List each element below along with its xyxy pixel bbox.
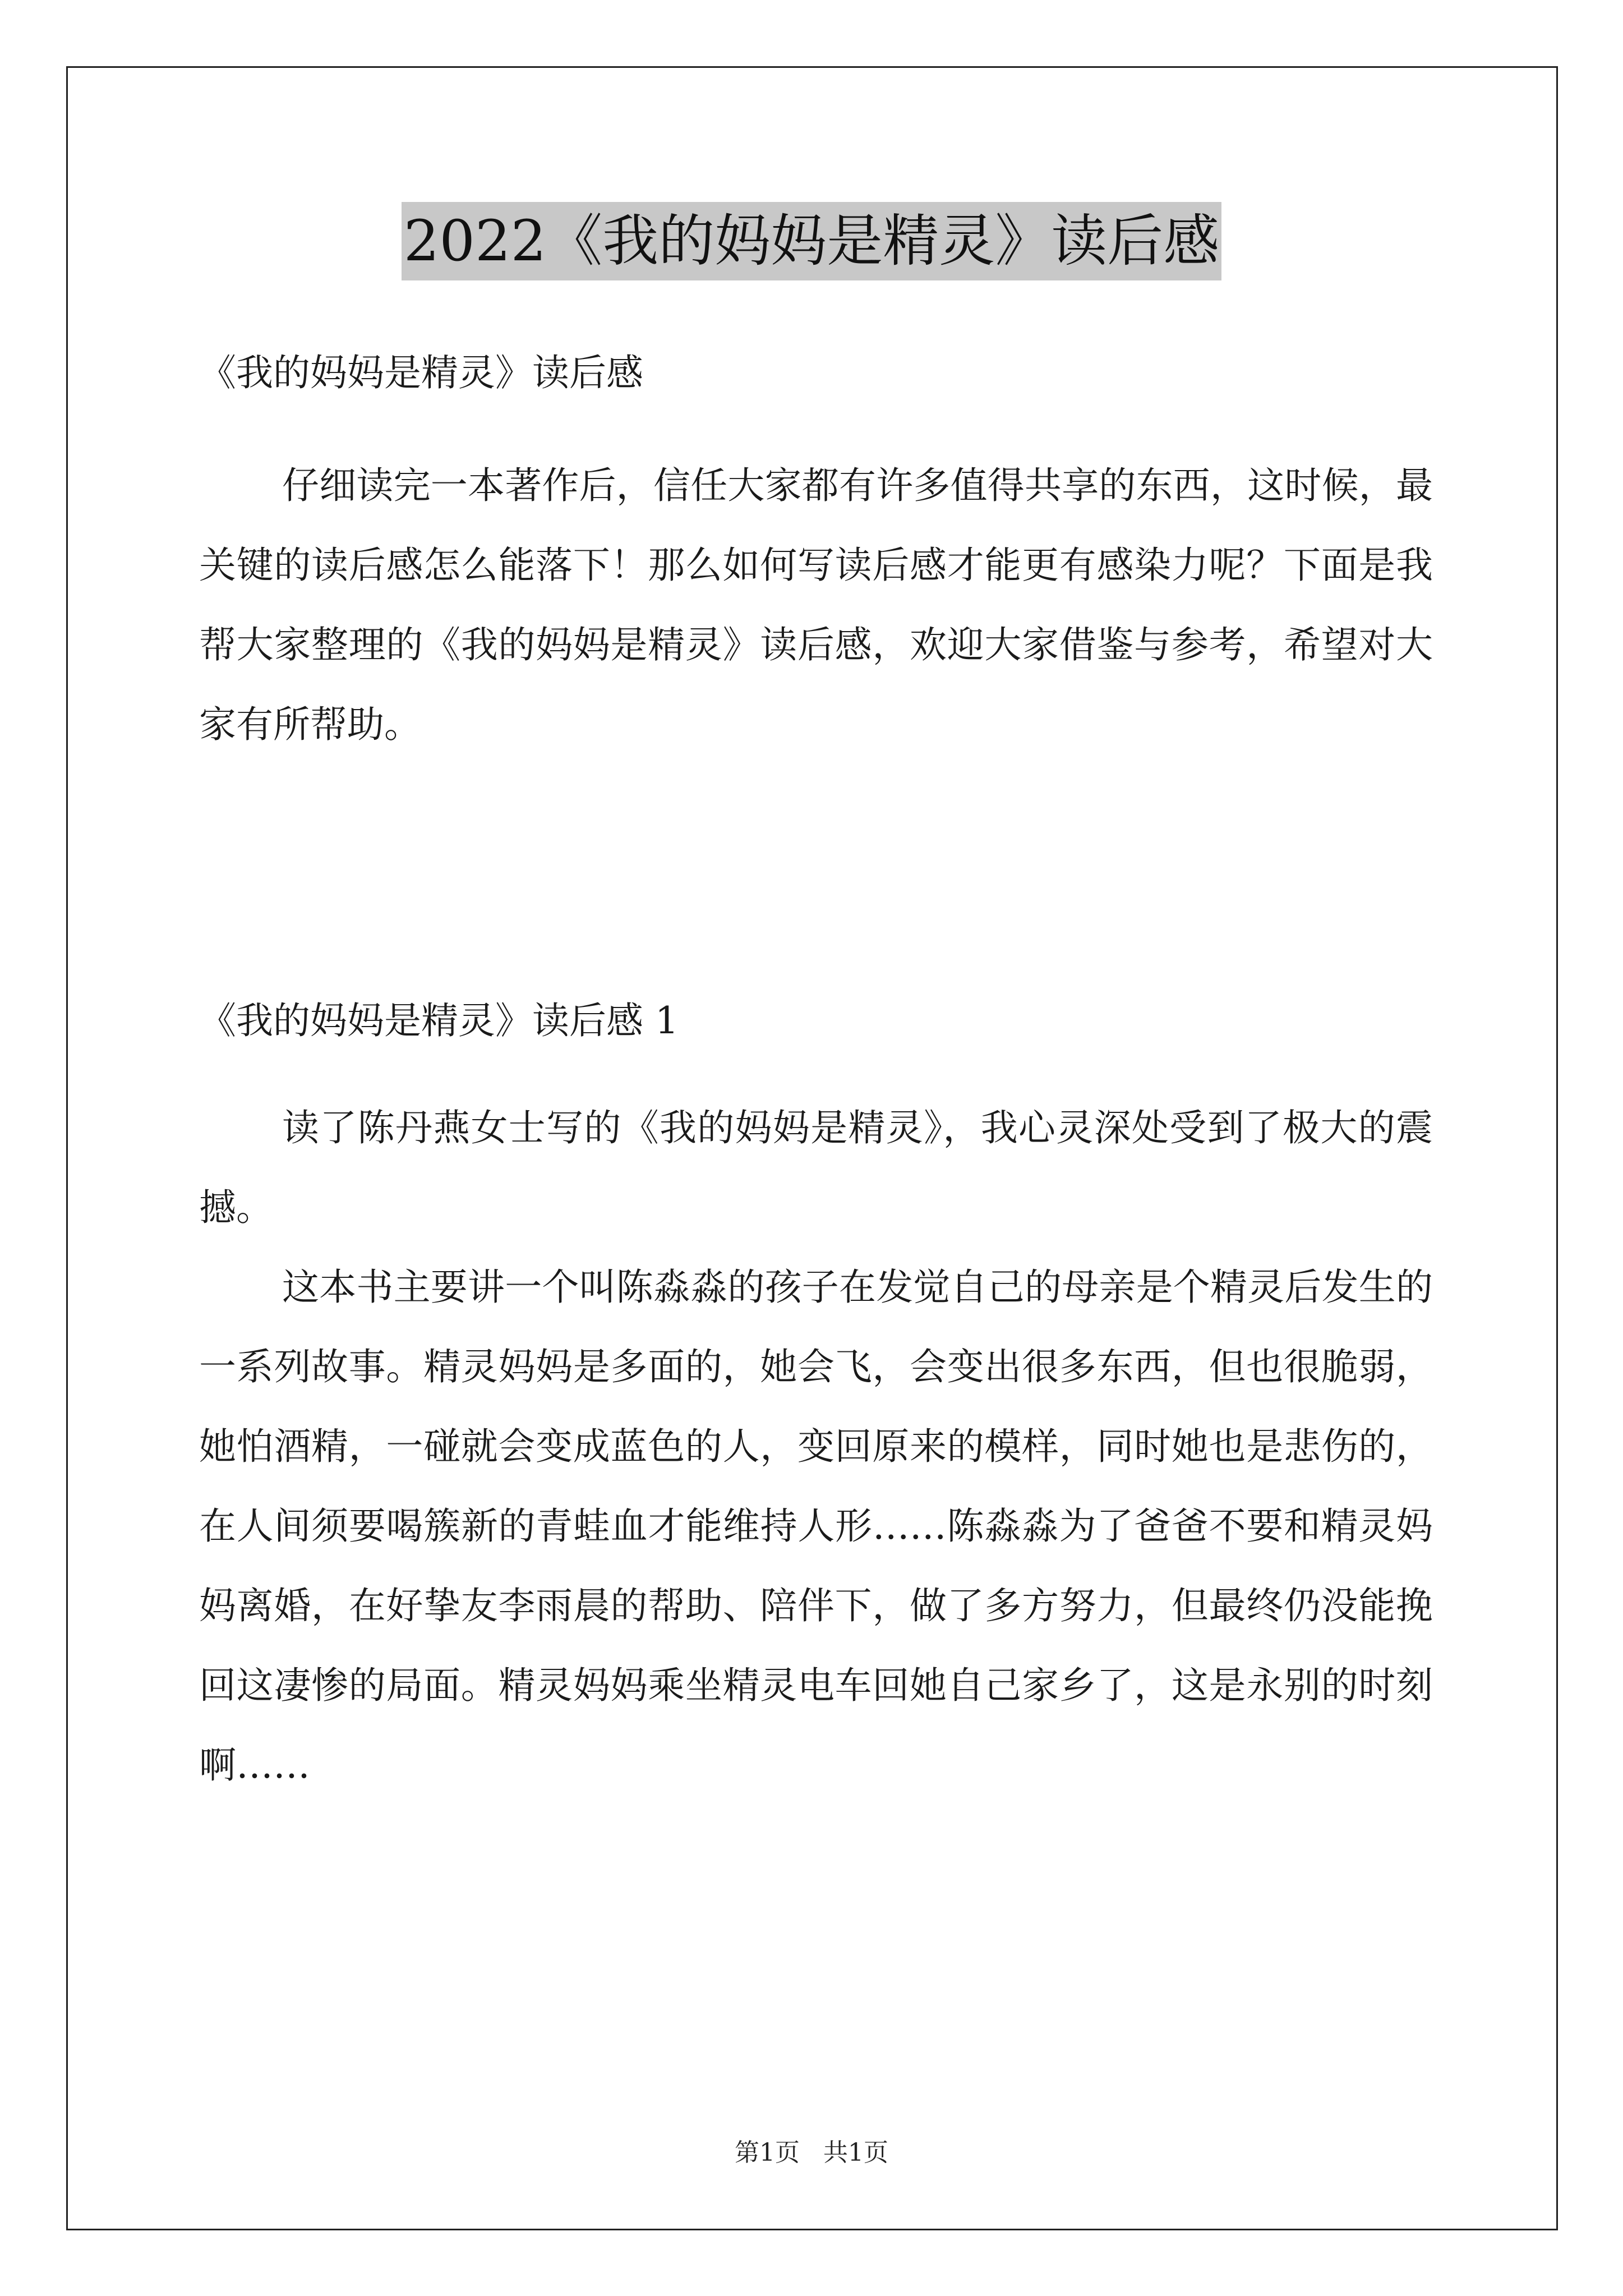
section-1-body	[199, 1088, 1433, 1805]
intro-body	[199, 446, 1433, 765]
document-title-area	[0, 202, 1623, 280]
section-1	[199, 996, 1433, 1046]
intro-paragraph: 仔细读完一本著作后，信任大家都有许多值得共享的东西，这时候，最关键的读后感怎么能落下！那么如何写读后感才能更有感染力呢？下面是我帮大家整理的《我的妈妈是精灵》读后感，欢迎大家借鉴与参考，希望对大家有所帮助。	[199, 464, 1433, 746]
document-title: 2022《我的妈妈是精灵》读后感	[402, 202, 1222, 280]
section-1-paragraph-2: 这本书主要讲一个叫陈淼淼的孩子在发觉自己的母亲是个精灵后发生的一系列故事。精灵妈妈是多面的，她会飞，会变出很多东西，但也很脆弱，她怕酒精，一碰就会变成蓝色的人，变回原来的模样，同时她也是悲伤的，在人间须要喝簇新的青蛙血才能维持人形……陈淼淼为了爸爸不要和精灵妈妈离婚，在好挚友李雨晨的帮助、陪伴下，做了多方努力，但最终仍没能挽回这凄惨的局面。精灵妈妈乘坐精灵电车回她自己家乡了，这是永别的时刻啊……	[199, 1266, 1433, 1787]
section-1-paragraph-1: 读了陈丹燕女士写的《我的妈妈是精灵》，我心灵深处受到了极大的震撼。	[199, 1106, 1433, 1229]
intro-heading: 《我的妈妈是精灵》读后感	[199, 351, 643, 394]
intro-section	[199, 348, 1433, 398]
page-number: 第1页 共1页	[735, 2138, 888, 2167]
section-1-heading: 《我的妈妈是精灵》读后感 1	[199, 999, 679, 1042]
